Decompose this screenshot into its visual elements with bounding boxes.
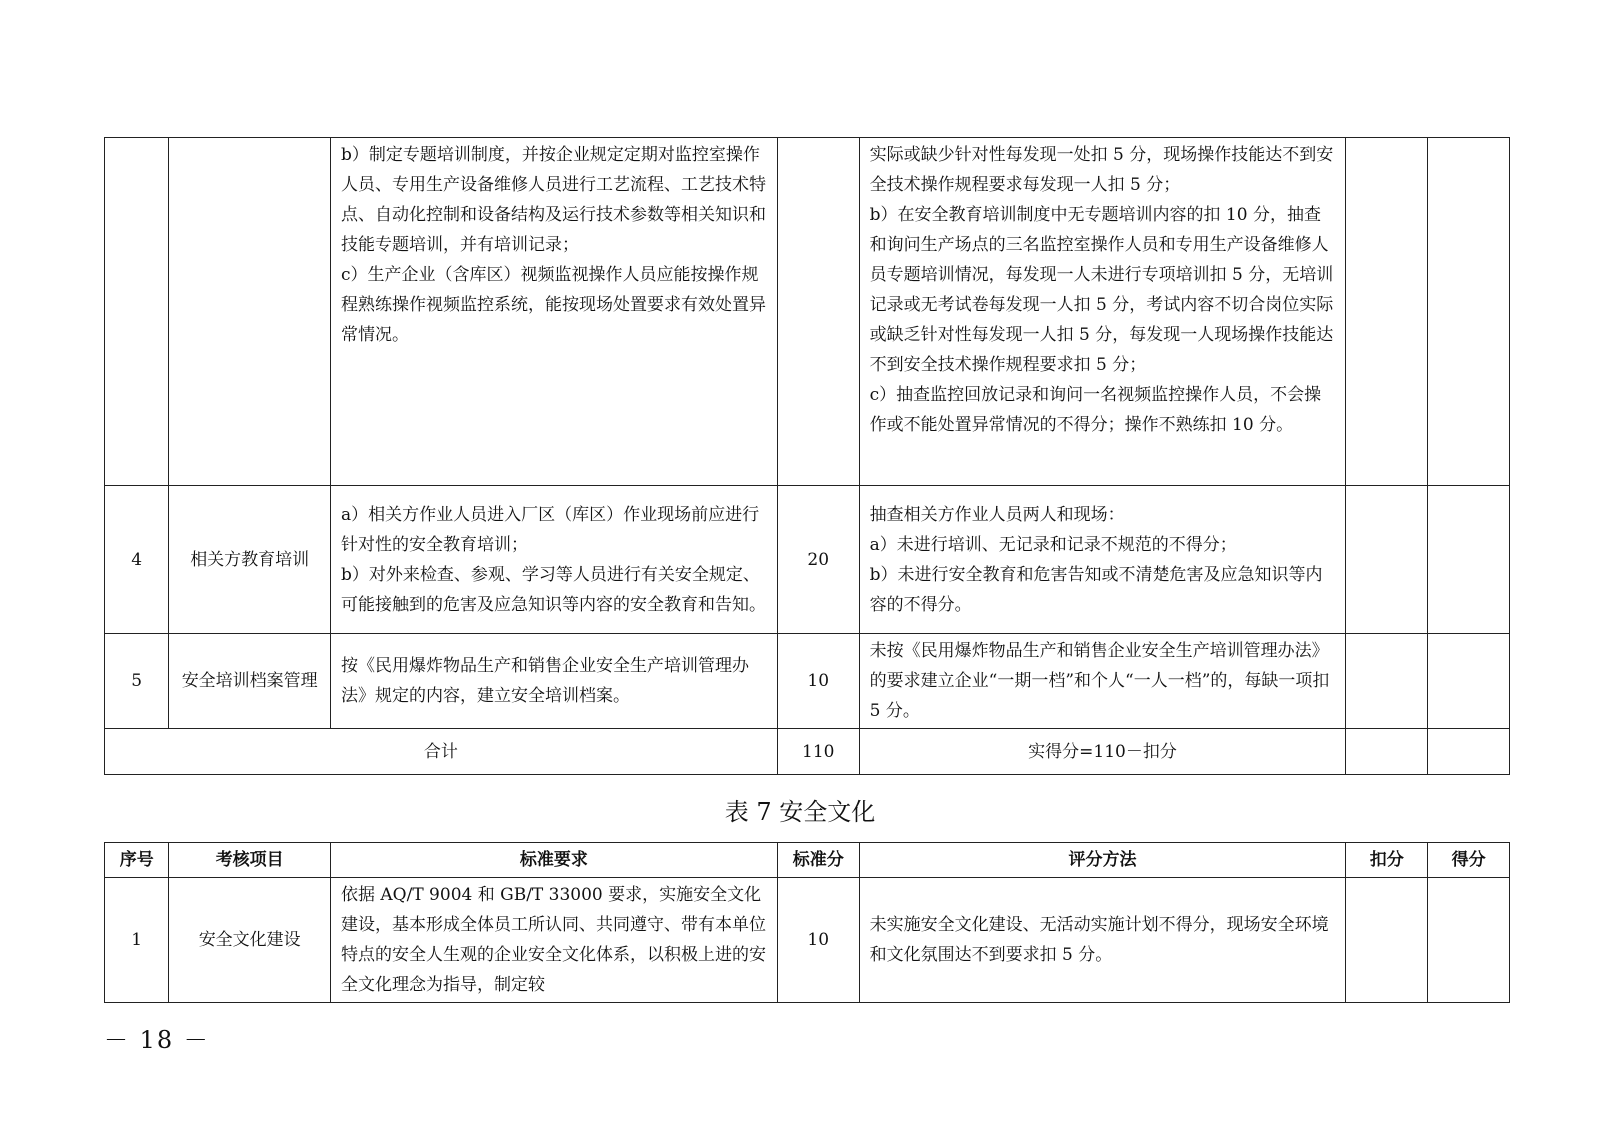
total-score: 110 <box>777 729 859 775</box>
score-cell <box>1428 729 1510 775</box>
header-deduct: 扣分 <box>1346 843 1428 878</box>
deduction-cell <box>1346 138 1428 486</box>
deduction-cell <box>1346 878 1428 1003</box>
scoring-method <box>859 634 1346 729</box>
header-got: 得分 <box>1428 843 1510 878</box>
assessment-item: 安全培训档案管理 <box>169 634 331 729</box>
total-method: 实得分=110－扣分 <box>859 729 1346 775</box>
method-line: c）抽查监控回放记录和询问一名视频监控操作人员，不会操作或不能处置异常情况的不得分；操作不熟练扣 10 分。 <box>869 385 1322 435</box>
method-line: 抽查相关方作业人员两人和现场： <box>869 504 1125 525</box>
table-6-continued <box>104 137 1510 775</box>
standard-score: 10 <box>777 634 859 729</box>
method-line: 实际或缺少针对性每发现一处扣 5 分，现场操作技能达不到安全技术操作规程要求每发现一人扣 5 分； <box>869 145 1334 195</box>
standard-requirements <box>330 634 777 729</box>
scoring-method <box>859 878 1346 1003</box>
total-label: 合计 <box>105 729 778 775</box>
deduction-cell <box>1346 486 1428 634</box>
table-row <box>105 138 1510 486</box>
page-number: － 18 － <box>104 1026 210 1054</box>
row-number: 5 <box>105 634 169 729</box>
row-number <box>105 138 169 486</box>
table-row <box>105 634 1510 729</box>
assessment-item: 安全文化建设 <box>169 878 331 1003</box>
header-method: 评分方法 <box>859 843 1346 878</box>
method-line: b）在安全教育培训制度中无专题培训内容的扣 10 分，抽查和询问生产场点的三名监控室操作人员和专用生产设备维修人员专题培训情况，每发现一人未进行专项培训扣 5 分，无培训记录或无考试卷每发现一人扣 5 分，考试内容不切合岗位实际或缺乏针对性每发现一人扣 5 分，每发现一人现场操作技能达不到安全技术操作规程要求扣 5 分； <box>869 205 1334 375</box>
header-requirements: 标准要求 <box>330 843 777 878</box>
requirement-line: b）对外来检查、参观、学习等人员进行有关安全规定、可能接触到的危害及应急知识等内容的安全教育和告知。 <box>340 564 766 615</box>
method-line: b）未进行安全教育和危害告知或不清楚危害及应急知识等内容的不得分。 <box>869 564 1323 615</box>
standard-requirements <box>330 878 777 1003</box>
table-7-safety-culture <box>104 842 1510 1003</box>
standard-score: 10 <box>777 878 859 1003</box>
deduction-cell <box>1346 634 1428 729</box>
table-header-row <box>105 843 1510 878</box>
score-cell <box>1428 634 1510 729</box>
header-no: 序号 <box>105 843 169 878</box>
scoring-method <box>859 138 1346 486</box>
standard-score: 20 <box>777 486 859 634</box>
total-row <box>105 729 1510 775</box>
method-line: 未按《民用爆炸物品生产和销售企业安全生产培训管理办法》的要求建立企业“一期一档”和个人“一人一档”的，每缺一项扣 5 分。 <box>869 641 1330 721</box>
header-score: 标准分 <box>777 843 859 878</box>
score-cell <box>1428 138 1510 486</box>
standard-requirements <box>330 486 777 634</box>
header-item: 考核项目 <box>169 843 331 878</box>
table-row <box>105 878 1510 1003</box>
method-line: a）未进行培训、无记录和记录不规范的不得分； <box>869 534 1237 555</box>
requirement-line: c）生产企业（含库区）视频监视操作人员应能按操作规程熟练操作视频监控系统，能按现场处置要求有效处置异常情况。 <box>340 265 766 345</box>
table-7-title: 表 7 安全文化 <box>724 798 876 826</box>
score-cell <box>1428 486 1510 634</box>
assessment-item: 相关方教育培训 <box>169 486 331 634</box>
standard-requirements <box>330 138 777 486</box>
assessment-item <box>169 138 331 486</box>
table-row <box>105 486 1510 634</box>
standard-score <box>777 138 859 486</box>
score-cell <box>1428 878 1510 1003</box>
row-number: 1 <box>105 878 169 1003</box>
requirement-line: 按《民用爆炸物品生产和销售企业安全生产培训管理办法》规定的内容，建立安全培训档案。 <box>340 656 749 706</box>
deduction-cell <box>1346 729 1428 775</box>
requirement-line: b）制定专题培训制度，并按企业规定定期对监控室操作人员、专用生产设备维修人员进行工艺流程、工艺技术特点、自动化控制和设备结构及运行技术参数等相关知识和技能专题培训，并有培训记录； <box>340 145 766 255</box>
row-number: 4 <box>105 486 169 634</box>
method-line: 未实施安全文化建设、无活动实施计划不得分，现场安全环境和文化氛围达不到要求扣 5 分。 <box>869 915 1329 965</box>
requirement-line: a）相关方作业人员进入厂区（库区）作业现场前应进行针对性的安全教育培训； <box>340 504 760 555</box>
requirement-line: 依据 AQ/T 9004 和 GB/T 33000 要求，实施安全文化建设，基本形成全体员工所认同、共同遵守、带有本单位特点的安全人生观的企业安全文化体系，以积极上进的安全文化理念为指导，制定较 <box>340 885 766 995</box>
scoring-method <box>859 486 1346 634</box>
